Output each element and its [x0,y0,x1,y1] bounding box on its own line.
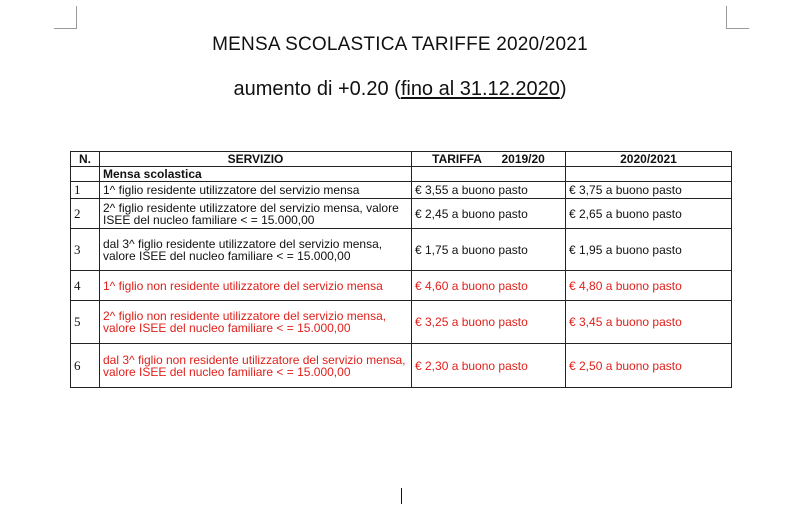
section-number-cell [71,167,100,182]
row-number: 4 [71,271,100,301]
row-tariffa-2019: € 4,60 a buono pasto [412,271,566,301]
header-tariffa-2020: 2020/2021 [566,152,732,167]
table-row [71,301,732,344]
row-servizio: dal 3^ figlio non residente utilizzatore del servizio mensa, valore ISEE del nucleo familiare < = 15.000,00 [100,344,412,388]
row-number: 6 [71,344,100,388]
table-header-row [71,152,732,167]
table-row [71,199,732,229]
header-servizio: SERVIZIO [100,152,412,167]
table-row [71,229,732,271]
row-tariffa-2019: € 1,75 a buono pasto [412,229,566,271]
header-number: N. [71,152,100,167]
crop-mark-top-left [54,6,77,29]
table-row [71,344,732,388]
subtitle-prefix: aumento di +0.20 ( [233,78,401,100]
row-tariffa-2020: € 2,65 a buono pasto [566,199,732,229]
row-servizio: 1^ figlio non residente utilizzatore del servizio mensa [100,271,412,301]
row-tariffa-2020: € 3,75 a buono pasto [566,182,732,199]
row-servizio: dal 3^ figlio residente utilizzatore del servizio mensa, valore ISEE del nucleo familiare < = 15.000,00 [100,229,412,271]
row-tariffa-2020: € 4,80 a buono pasto [566,271,732,301]
row-servizio: 1^ figlio residente utilizzatore del servizio mensa [100,182,412,199]
row-number: 1 [71,182,100,199]
header-tariffa-2019: TARIFFA 2019/20 [412,152,566,167]
row-tariffa-2019: € 3,55 a buono pasto [412,182,566,199]
subtitle-underlined: fino al 31.12.2020 [400,78,560,100]
table-row [71,182,732,199]
row-servizio: 2^ figlio non residente utilizzatore del servizio mensa, valore ISEE del nucleo familiare < = 15.000,00 [100,301,412,344]
row-number: 2 [71,199,100,229]
row-tariffa-2020: € 3,45 a buono pasto [566,301,732,344]
document-subtitle [0,78,800,101]
document-title: MENSA SCOLASTICA TARIFFE 2020/2021 [212,34,588,55]
row-tariffa-2019: € 3,25 a buono pasto [412,301,566,344]
row-number: 3 [71,229,100,271]
tariff-table [70,151,732,388]
row-tariffa-2020: € 1,95 a buono pasto [566,229,732,271]
row-number: 5 [71,301,100,344]
table-row [71,271,732,301]
text-cursor[interactable] [401,488,402,504]
section-label: Mensa scolastica [100,167,412,182]
row-tariffa-2019: € 2,45 a buono pasto [412,199,566,229]
row-tariffa-2020: € 2,50 a buono pasto [566,344,732,388]
row-tariffa-2019: € 2,30 a buono pasto [412,344,566,388]
crop-mark-top-right [726,6,749,29]
section-empty-cell [412,167,566,182]
row-servizio: 2^ figlio residente utilizzatore del servizio mensa, valore ISEE del nucleo familiare < = 15.000,00 [100,199,412,229]
table-section-row [71,167,732,182]
section-empty-cell [566,167,732,182]
subtitle-suffix: ) [559,78,567,100]
